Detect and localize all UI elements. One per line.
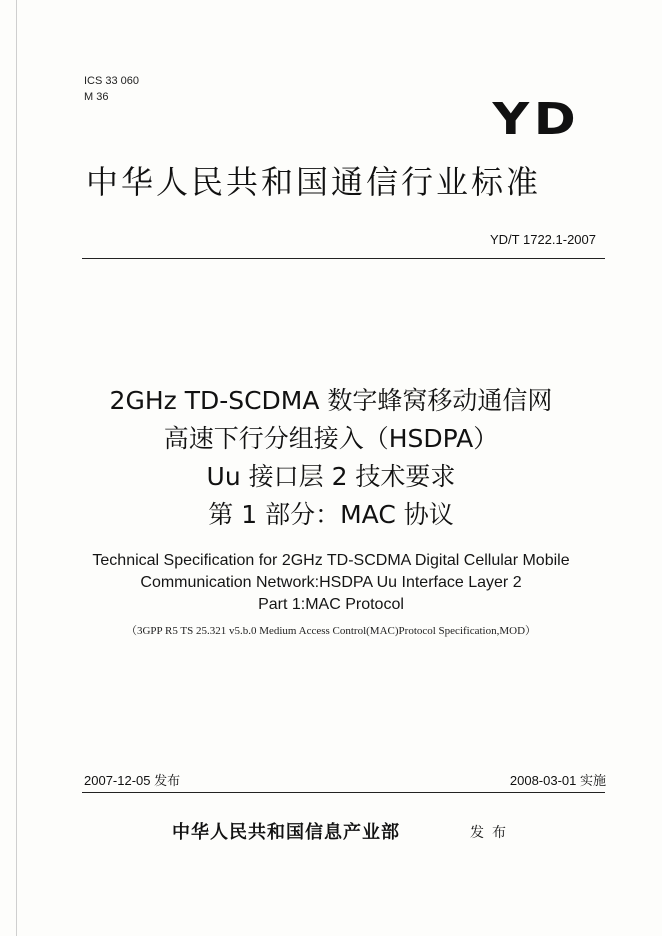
classification-codes <box>84 73 139 105</box>
standard-number: YD/T 1722.1-2007 <box>490 232 596 247</box>
publisher-action: 发布 <box>470 825 514 841</box>
classification-code: M 36 <box>84 91 109 103</box>
scan-edge-line <box>16 0 17 936</box>
chinese-title-block <box>40 382 622 534</box>
chinese-title-line-3: Uu 接口层 2 技术要求 <box>206 462 456 491</box>
english-title-line-3: Part 1:MAC Protocol <box>258 596 404 613</box>
english-title-line-1: Technical Specification for 2GHz TD-SCDMA Digital Cellular Mobile <box>92 552 570 569</box>
english-title-block <box>40 550 622 616</box>
publisher-name: 中华人民共和国信息产业部 <box>172 822 400 843</box>
english-title-line-2: Communication Network:HSDPA Uu Interface Layer 2 <box>140 574 522 591</box>
chinese-title-line-4: 第 1 部分：MAC 协议 <box>208 500 454 529</box>
standard-title: 中华人民共和国通信行业标准 <box>86 163 542 201</box>
chinese-title-line-2: 高速下行分组接入（HSDPA） <box>163 424 499 453</box>
implementation-date: 2008-03-01 实施 <box>509 773 606 788</box>
chinese-title-line-1: 2GHz TD-SCDMA 数字蜂窝移动通信网 <box>109 386 553 415</box>
top-divider <box>82 258 605 259</box>
release-date: 2007-12-05 发布 <box>84 773 181 788</box>
reference-spec: （3GPP R5 TS 25.321 v5.b.0 Medium Access Control(MAC)Protocol Specification,MOD） <box>125 625 537 637</box>
bottom-divider <box>82 792 605 793</box>
ics-code: ICS 33 060 <box>84 75 140 87</box>
yd-logo: YD <box>492 94 580 145</box>
